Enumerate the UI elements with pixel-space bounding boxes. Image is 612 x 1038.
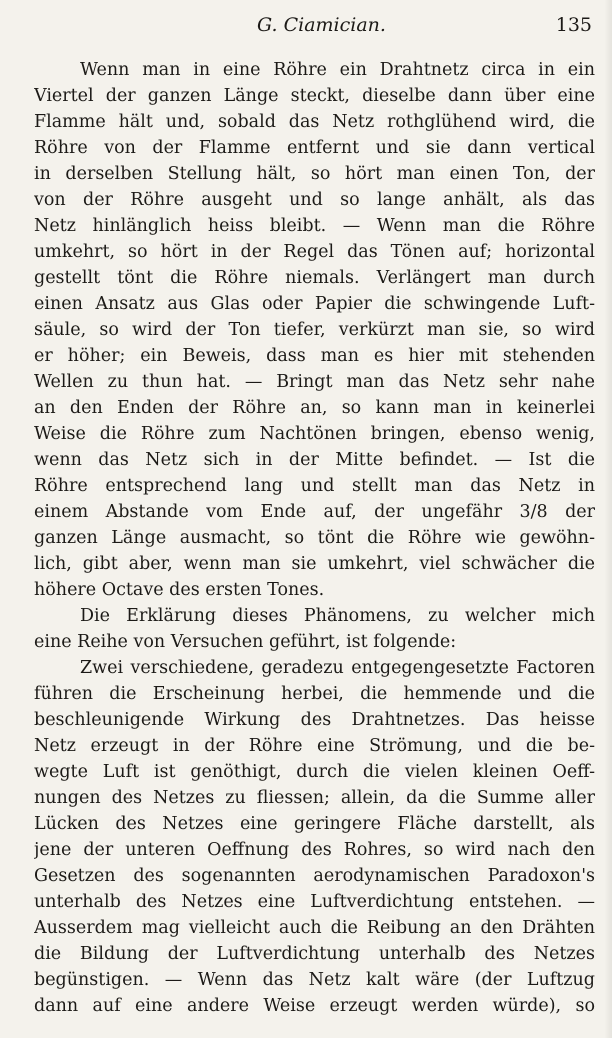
text-line: wegte Luft ist genöthigt, durch die vielen kleinen Oeff-: [34, 762, 595, 782]
text-line: von der Röhre ausgeht und so lange anhält, als das: [34, 190, 595, 210]
text-line: Viertel der ganzen Länge steckt, dieselbe dann über eine: [34, 86, 595, 106]
text-line: nungen des Netzes zu fliessen; allein, da die Summe aller: [34, 788, 595, 808]
text-line: säule, so wird der Ton tiefer, verkürzt man sie, so wird: [34, 320, 595, 340]
text-line: Die Erklärung dieses Phänomens, zu welcher mich: [80, 606, 595, 626]
text-line: Zwei verschiedene, geradezu entgegengesetzte Factoren: [80, 658, 595, 678]
text-line: ganzen Länge ausmacht, so tönt die Röhre wie gewöhn-: [34, 528, 595, 548]
text-line: Wenn man in eine Röhre ein Drahtnetz circa in ein: [80, 60, 595, 80]
text-line: führen die Erscheinung herbei, die hemmende und die: [34, 684, 595, 704]
text-line: in derselben Stellung hält, so hört man einen Ton, der: [34, 164, 595, 184]
text-line: höhere Octave des ersten Tones.: [34, 580, 325, 600]
text-line: die Bildung der Luftverdichtung unterhalb des Netzes: [34, 944, 595, 964]
text-line: Weise die Röhre zum Nachtönen bringen, ebenso wenig,: [34, 424, 595, 444]
text-line: Flamme hält und, sobald das Netz rothglühend wird, die: [34, 112, 595, 132]
text-line: Ausserdem mag vielleicht auch die Reibung an den Drähten: [34, 918, 595, 938]
text-line: Röhre von der Flamme entfernt und sie dann vertical: [34, 138, 595, 158]
text-line: dann auf eine andere Weise erzeugt werden würde), so: [34, 996, 595, 1016]
text-line: Lücken des Netzes eine geringere Fläche darstellt, als: [34, 814, 595, 834]
text-line: Wellen zu thun hat. — Bringt man das Netz sehr nahe: [34, 372, 595, 392]
text-line: umkehrt, so hört in der Regel das Tönen auf; horizontal: [34, 242, 595, 262]
paragraph: [34, 655, 595, 1019]
text-line: Netz erzeugt in der Röhre eine Strömung, und die be-: [34, 736, 595, 756]
text-line: Gesetzen des sogenannten aerodynamischen Paradoxon's: [34, 866, 595, 886]
page-edge-shadow: [604, 0, 612, 1038]
body-text: [34, 57, 595, 1019]
running-head-author: G. Ciamician.: [257, 14, 386, 36]
text-line: jene der unteren Oeffnung des Rohres, so wird nach den: [34, 840, 595, 860]
text-line: wenn das Netz sich in der Mitte befindet. — Ist die: [34, 450, 595, 470]
text-line: Netz hinlänglich heiss bleibt. — Wenn man die Röhre: [34, 216, 595, 236]
text-line: er höher; ein Beweis, dass man es hier mit stehenden: [34, 346, 595, 366]
text-line: begünstigen. — Wenn das Netz kalt wäre (der Luftzug: [34, 970, 595, 990]
text-line: einem Abstande vom Ende auf, der ungefähr 3/8 der: [34, 502, 595, 522]
paragraph: [34, 57, 595, 603]
text-line: einen Ansatz aus Glas oder Papier die schwingende Luft-: [34, 294, 595, 314]
page-number: 135: [555, 14, 592, 36]
text-line: unterhalb des Netzes eine Luftverdichtung entstehen. —: [34, 892, 595, 912]
text-line: gestellt tönt die Röhre niemals. Verlängert man durch: [34, 268, 595, 288]
text-line: Röhre entsprechend lang und stellt man das Netz in: [34, 476, 595, 496]
text-line: eine Reihe von Versuchen geführt, ist folgende:: [34, 632, 457, 652]
text-line: lich, gibt aber, wenn man sie umkehrt, viel schwächer die: [34, 554, 595, 574]
text-line: beschleunigende Wirkung des Drahtnetzes. Das heisse: [34, 710, 595, 730]
running-header: [0, 14, 612, 44]
paragraph: [34, 603, 595, 655]
text-line: an den Enden der Röhre an, so kann man in keinerlei: [34, 398, 595, 418]
